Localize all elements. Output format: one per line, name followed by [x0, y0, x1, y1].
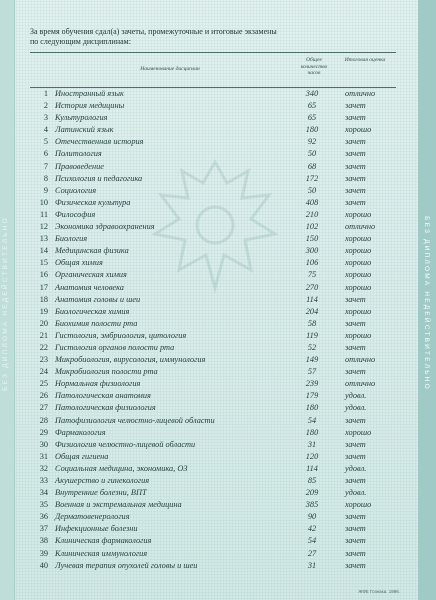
table-row — [30, 415, 396, 427]
hours-value: 180 — [305, 427, 319, 437]
hours-value: 180 — [305, 125, 319, 135]
discipline-name: Биологическая химия — [55, 306, 130, 316]
grade-value: зачет — [345, 476, 366, 485]
row-number: 39 — [39, 548, 48, 558]
discipline-name: Биология — [55, 234, 88, 244]
row-number: 40 — [39, 560, 48, 570]
discipline-name: Акушерство и гинекология — [55, 476, 150, 485]
hours-value: 65 — [307, 101, 317, 111]
row-number: 3 — [43, 113, 48, 123]
discipline-name: Органическая химия — [55, 270, 127, 280]
discipline-name: Внутренние болезни, ВПТ — [55, 488, 147, 498]
discipline-name: Нормальная физиология — [55, 379, 141, 389]
table-row — [30, 257, 396, 269]
table-row — [30, 233, 396, 245]
table-row — [30, 463, 396, 475]
table-row — [30, 282, 396, 294]
grade-value: зачет — [345, 367, 366, 377]
right-security-band — [418, 0, 436, 600]
grade-value: зачет — [345, 439, 366, 449]
discipline-name: Гистология, эмбриология, цитология — [55, 330, 187, 340]
row-number: 11 — [40, 209, 48, 219]
grade-value: хорошо — [345, 500, 372, 510]
row-number: 21 — [39, 330, 48, 340]
table-row — [30, 475, 396, 487]
hours-value: 119 — [306, 330, 318, 340]
grade-value: отлично — [345, 89, 376, 98]
grade-value: зачет — [345, 185, 366, 195]
table-header — [30, 52, 396, 88]
grade-value: отлично — [345, 222, 376, 232]
discipline-name: Общая гигиена — [55, 451, 109, 461]
hours-value: 85 — [307, 476, 317, 485]
discipline-name: История медицины — [55, 101, 125, 111]
table-row — [30, 185, 396, 197]
grade-value: зачет — [345, 101, 366, 111]
hours-value: 57 — [307, 367, 317, 377]
discipline-name: Микробиология, вирусология, иммунология — [55, 355, 206, 365]
hours-value: 42 — [307, 524, 317, 534]
table-row — [30, 342, 396, 354]
hours-value: 204 — [305, 306, 319, 316]
row-number: 18 — [39, 294, 48, 304]
grade-value: удовл. — [345, 488, 367, 498]
hours-value: 50 — [307, 149, 317, 159]
table-row — [30, 499, 396, 511]
grade-value: хорошо — [345, 427, 372, 437]
grade-value: зачет — [345, 524, 366, 534]
row-number: 36 — [39, 512, 48, 522]
discipline-name: Биохимия полости рта — [55, 318, 138, 328]
discipline-name: Отечественная история — [55, 137, 144, 147]
hours-value: 54 — [307, 536, 317, 546]
table-row — [30, 427, 396, 439]
discipline-name: Клиническая фармакология — [55, 536, 152, 546]
hours-value: 300 — [305, 246, 319, 256]
grade-value: зачет — [345, 137, 366, 147]
hours-value: 68 — [307, 161, 317, 171]
grade-value: зачет — [345, 548, 366, 558]
grade-value: зачет — [345, 149, 366, 159]
discipline-name: Экономика здравоохранения — [55, 222, 155, 232]
row-number: 30 — [39, 439, 48, 449]
discipline-name: Клиническая иммунология — [55, 548, 148, 558]
table-row — [30, 535, 396, 547]
row-number: 14 — [39, 246, 48, 256]
grade-value: зачет — [345, 113, 366, 123]
table-row — [30, 124, 396, 136]
table-row — [30, 366, 396, 378]
row-number: 23 — [39, 355, 48, 365]
table-row — [30, 330, 396, 342]
row-number: 35 — [39, 500, 48, 510]
grade-value: хорошо — [345, 246, 372, 256]
grade-value: зачет — [345, 536, 366, 546]
hours-value: 92 — [307, 137, 317, 147]
table-row — [30, 548, 396, 560]
row-number: 1 — [43, 89, 48, 98]
left-security-band — [0, 0, 15, 600]
hours-value: 102 — [305, 222, 319, 232]
discipline-name: Дерматовенерология — [55, 512, 130, 522]
header-note: За время обучения сдал(а) зачеты, промежуточные и итоговые экзамены по следующим дисциплинам: — [30, 27, 277, 46]
grade-value: зачет — [345, 512, 366, 522]
hours-value: 120 — [305, 451, 319, 461]
discipline-name: Социология — [55, 185, 97, 195]
hours-value: 75 — [307, 270, 317, 280]
printer-mark: ЖФЕ Гознака. 1996. — [358, 589, 400, 594]
table-row — [30, 112, 396, 124]
grade-value: зачет — [345, 161, 366, 171]
grade-value: хорошо — [345, 258, 372, 268]
table-row — [30, 306, 396, 318]
row-number: 7 — [43, 161, 48, 171]
table-row — [30, 221, 396, 233]
table-row — [30, 197, 396, 209]
hours-value: 65 — [307, 113, 317, 123]
row-number: 9 — [43, 185, 48, 195]
hours-value: 180 — [305, 403, 319, 413]
discipline-name: Общая химия — [55, 258, 103, 268]
discipline-name: Патологическая анатомия — [55, 391, 151, 401]
table-row — [30, 390, 396, 402]
hours-value: 385 — [305, 500, 319, 510]
table-row — [30, 269, 396, 281]
grade-value: хорошо — [345, 282, 372, 292]
hours-value: 340 — [305, 89, 319, 98]
hours-value: 58 — [307, 318, 317, 328]
grade-value: зачет — [345, 294, 366, 304]
row-number: 19 — [39, 306, 48, 316]
row-number: 4 — [43, 125, 48, 135]
table-row — [30, 378, 396, 390]
discipline-name: Микробиология полости рта — [55, 367, 158, 377]
discipline-name: Анатомия головы и шеи — [55, 294, 141, 304]
left-band-text: БЕЗ ДИПЛОМА НЕДЕЙСТВИТЕЛЬНО — [1, 216, 9, 391]
row-number: 28 — [39, 415, 48, 425]
grade-value: зачет — [345, 318, 366, 328]
grade-value: хорошо — [345, 234, 372, 244]
row-number: 24 — [39, 367, 48, 377]
row-number: 26 — [39, 391, 48, 401]
hours-value: 172 — [305, 173, 319, 183]
discipline-name: Культурология — [55, 113, 108, 123]
hours-value: 90 — [307, 512, 317, 522]
discipline-name: Анатомия человека — [55, 282, 124, 292]
column-header-hours: Общее количество часов — [300, 57, 328, 76]
table-row — [30, 136, 396, 148]
table-row — [30, 148, 396, 160]
row-number: 8 — [43, 173, 48, 183]
discipline-name: Гистология органов полости рта — [55, 342, 175, 352]
row-number: 6 — [43, 149, 48, 159]
discipline-name: Физическая культура — [55, 197, 131, 207]
hours-value: 210 — [305, 209, 319, 219]
row-number: 15 — [39, 258, 48, 268]
grade-value: удовл. — [345, 391, 367, 401]
column-header-grade: Итоговая оценка — [344, 57, 386, 63]
grade-value: зачет — [345, 197, 366, 207]
row-number: 25 — [39, 379, 48, 389]
hours-value: 27 — [307, 548, 317, 558]
row-number: 5 — [43, 137, 48, 147]
row-number: 34 — [39, 488, 48, 498]
grade-value: зачет — [345, 451, 366, 461]
row-number: 2 — [43, 101, 48, 111]
grade-value: хорошо — [345, 330, 372, 340]
grade-value: отлично — [345, 379, 376, 389]
row-number: 33 — [39, 476, 48, 485]
table-row — [30, 161, 396, 173]
hours-value: 31 — [307, 439, 317, 449]
hours-value: 149 — [305, 355, 319, 365]
table-row — [30, 402, 396, 414]
discipline-name: Военная и экстремальная медицина — [55, 500, 182, 510]
discipline-name: Иностранный язык — [55, 89, 124, 98]
hours-value: 114 — [306, 463, 318, 473]
row-number: 22 — [39, 342, 48, 352]
row-number: 12 — [39, 222, 48, 232]
row-number: 10 — [39, 197, 48, 207]
grade-value: зачет — [345, 173, 366, 183]
row-number: 16 — [39, 270, 48, 280]
discipline-name: Политология — [55, 149, 102, 159]
hours-value: 239 — [305, 379, 319, 389]
hours-value: 54 — [307, 415, 317, 425]
row-number: 20 — [39, 318, 48, 328]
row-number: 17 — [39, 282, 48, 292]
row-number: 37 — [39, 524, 48, 534]
discipline-name: Медицинская физика — [55, 246, 129, 256]
table-row — [30, 209, 396, 221]
discipline-name: Психология и педагогика — [55, 173, 143, 183]
table-row — [30, 88, 396, 100]
discipline-name: Правоведение — [55, 161, 104, 171]
table-row — [30, 173, 396, 185]
discipline-name: Физиология челюстно-лицевой области — [55, 439, 196, 449]
grade-value: удовл. — [345, 463, 367, 473]
discipline-name: Латинский язык — [55, 125, 114, 135]
table-row — [30, 100, 396, 112]
discipline-name: Фармакология — [55, 427, 106, 437]
discipline-list — [30, 88, 396, 572]
discipline-name: Философия — [55, 209, 96, 219]
table-row — [30, 245, 396, 257]
grade-value: удовл. — [345, 403, 367, 413]
table-row — [30, 318, 396, 330]
hours-value: 150 — [305, 234, 319, 244]
grade-value: зачет — [345, 342, 366, 352]
table-row — [30, 439, 396, 451]
right-band-text: БЕЗ ДИПЛОМА НЕДЕЙСТВИТЕЛЬНО — [423, 216, 431, 391]
row-number: 32 — [39, 463, 48, 473]
table-row — [30, 487, 396, 499]
hours-value: 270 — [305, 282, 319, 292]
hours-value: 106 — [305, 258, 319, 268]
table-row — [30, 523, 396, 535]
row-number: 31 — [39, 451, 48, 461]
row-number: 38 — [39, 536, 48, 546]
discipline-name: Лучевая терапия опухолей головы и шеи — [55, 560, 198, 570]
hours-value: 31 — [307, 560, 317, 570]
grade-value: хорошо — [345, 125, 372, 135]
hours-value: 114 — [306, 294, 318, 304]
column-header-discipline: Наименование дисциплин — [140, 66, 200, 72]
grade-value: хорошо — [345, 306, 372, 316]
grade-value: хорошо — [345, 209, 372, 219]
hours-value: 209 — [305, 488, 319, 498]
row-number: 13 — [39, 234, 48, 244]
discipline-name: Инфекционные болезни — [55, 524, 138, 534]
table-row — [30, 451, 396, 463]
table-row — [30, 560, 396, 572]
table-row — [30, 511, 396, 523]
discipline-name: Патологическая физиология — [55, 403, 156, 413]
grade-value: зачет — [345, 560, 366, 570]
table-row — [30, 354, 396, 366]
hours-value: 52 — [307, 342, 317, 352]
hours-value: 50 — [307, 185, 317, 195]
table-row — [30, 294, 396, 306]
discipline-name: Патофизиология челюстно-лицевой области — [55, 415, 215, 425]
hours-value: 408 — [305, 197, 319, 207]
grade-value: отлично — [345, 355, 376, 365]
row-number: 27 — [39, 403, 48, 413]
grade-value: хорошо — [345, 270, 372, 280]
hours-value: 179 — [305, 391, 319, 401]
row-number: 29 — [39, 427, 48, 437]
grade-value: зачет — [345, 415, 366, 425]
discipline-name: Социальная медицина, экономика, ОЗ — [55, 463, 188, 473]
